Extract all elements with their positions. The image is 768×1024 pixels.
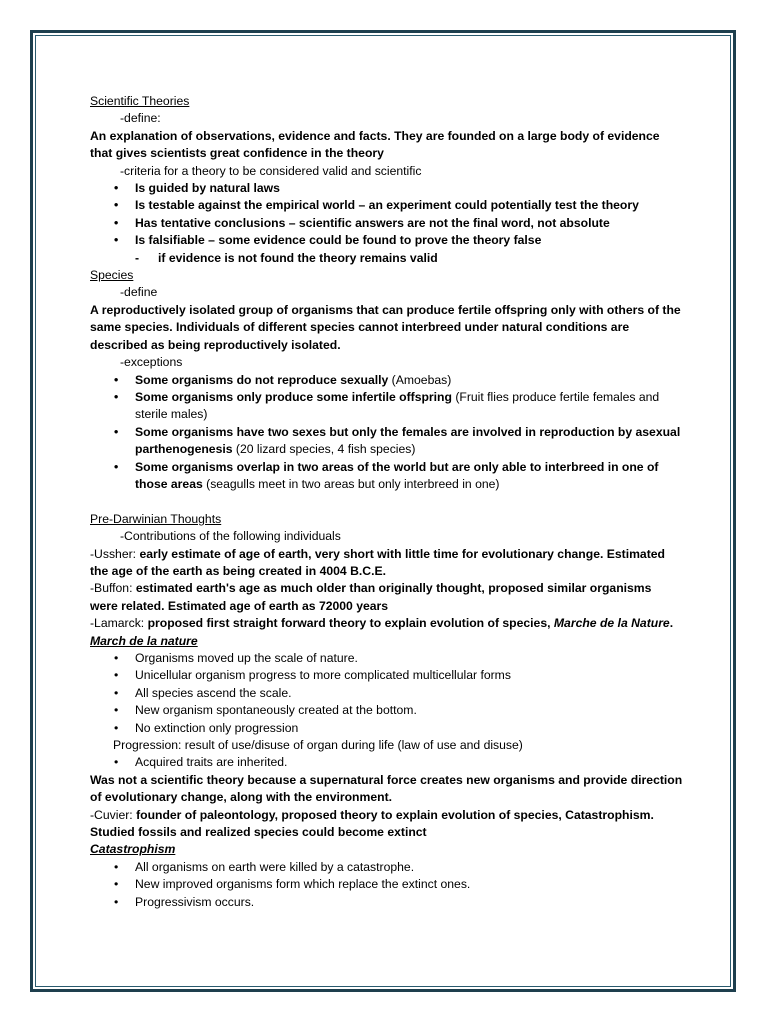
exception-continuation: sterile males) (135, 407, 208, 422)
sub-point: - if evidence is not found the theory remains valid (90, 250, 690, 267)
lamarck-entry (90, 615, 690, 632)
list-item: • Organisms moved up the scale of nature. (90, 650, 690, 667)
heading-march-de-la-nature: March de la nature (90, 633, 198, 648)
person-text: early estimate of age of earth, very short with little time for evolutionary change. Estimated (139, 546, 665, 561)
person-text: proposed first straight forward theory to explain evolution of species, (147, 616, 554, 631)
exceptions-list (90, 372, 690, 407)
buffon-entry-cont: were related. Estimated age of earth as 72000 years (90, 598, 389, 613)
person-name: -Lamarck: (90, 616, 148, 631)
exception-cont-bold: those areas (135, 476, 203, 491)
exception-normal: (Amoebas) (388, 372, 452, 387)
exceptions-label: -exceptions (120, 355, 183, 370)
ussher-entry (90, 546, 690, 563)
exception-bold: Some organisms only produce some infertile offspring (135, 389, 452, 404)
define-label: -define: (120, 111, 161, 126)
definition-line: same species. Individuals of different species cannot interbreed under natural conditions are (90, 320, 630, 335)
exception-bold: Some organisms do not reproduce sexually (135, 372, 389, 387)
heading-scientific-theories: Scientific Theories (90, 94, 190, 108)
list-item: • Progressivism occurs. (90, 894, 690, 911)
cuvier-entry-cont: Studied fossils and realized species could become extinct (90, 825, 427, 840)
person-end: . (669, 616, 674, 631)
definition-line: An explanation of observations, evidence and facts. They are founded on a large body of evidence (90, 128, 660, 143)
list-item: • Is testable against the empirical world – an experiment could potentially test the theory (90, 197, 690, 214)
heading-catastrophism: Catastrophism (90, 842, 176, 857)
list-item: • Acquired traits are inherited. (90, 754, 690, 771)
exception-cont-normal: (20 lizard species, 4 fish species) (232, 442, 416, 457)
person-name: -Cuvier: (90, 807, 137, 822)
catastrophism-list (90, 859, 690, 911)
march-list (90, 650, 690, 737)
list-item: • No extinction only progression (90, 720, 690, 737)
progression-note: Progression: result of use/disuse of organ during life (law of use and disuse) (113, 738, 523, 753)
person-italic: Marche de la Nature (553, 616, 670, 631)
exception-cont-bold: parthenogenesis (135, 442, 233, 457)
exception-continuation (90, 441, 690, 458)
ussher-entry-cont: the age of the earth as being created in 4004 B.C.E. (90, 563, 386, 578)
exception-cont-normal: (seagulls meet in two areas but only interbreed in one) (202, 476, 500, 491)
list-item (90, 372, 690, 389)
definition-line: described as being reproductively isolated. (90, 337, 341, 352)
criteria-label: -criteria for a theory to be considered valid and scientific (120, 163, 422, 178)
not-scientific-line: Was not a scientific theory because a supernatural force creates new organisms and provide direction (90, 772, 683, 787)
blank-line (90, 493, 690, 510)
cuvier-entry (90, 807, 690, 824)
definition-line: A reproductively isolated group of organisms that can produce fertile offspring only with others of the (90, 302, 681, 317)
list-item: • Has tentative conclusions – scientific answers are not the final word, not absolute (90, 215, 690, 232)
heading-species: Species (90, 268, 134, 283)
exceptions-list-3 (90, 459, 690, 476)
list-item: • All species ascend the scale. (90, 685, 690, 702)
person-text: estimated earth's age as much older than originally thought, proposed similar organisms (135, 581, 652, 596)
list-item: • Is guided by natural laws (90, 180, 690, 197)
person-name: -Buffon: (90, 581, 136, 596)
list-item (90, 389, 690, 406)
list-item: • Unicellular organism progress to more complicated multicellular forms (90, 667, 690, 684)
list-item: • Some organisms have two sexes but only the females are involved in reproduction by asexual (90, 424, 690, 441)
buffon-entry (90, 580, 690, 597)
list-item: • Is falsifiable – some evidence could be found to prove the theory false (90, 232, 690, 249)
exceptions-list-2 (90, 424, 690, 441)
exception-continuation (90, 476, 690, 493)
list-item: • New organism spontaneously created at the bottom. (90, 702, 690, 719)
define-label: -define (120, 285, 158, 300)
person-name: -Ussher: (90, 546, 140, 561)
exception-normal: (Fruit flies produce fertile females and (451, 389, 660, 404)
list-item: • New improved organisms form which replace the extinct ones. (90, 876, 690, 893)
document-body (90, 93, 690, 911)
person-text: founder of paleontology, proposed theory to explain evolution of species, Catastrophism. (136, 807, 654, 822)
heading-pre-darwinian: Pre-Darwinian Thoughts (90, 511, 222, 526)
list-item: • Some organisms overlap in two areas of the world but are only able to interbreed in one of (90, 459, 690, 476)
not-scientific-line: of evolutionary change, along with the environment. (90, 790, 393, 805)
list-item: • All organisms on earth were killed by a catastrophe. (90, 859, 690, 876)
contributions-label: -Contributions of the following individuals (120, 529, 341, 544)
criteria-list (90, 180, 690, 250)
acquired-list (90, 754, 690, 771)
definition-line: that gives scientists great confidence in the theory (90, 146, 384, 161)
